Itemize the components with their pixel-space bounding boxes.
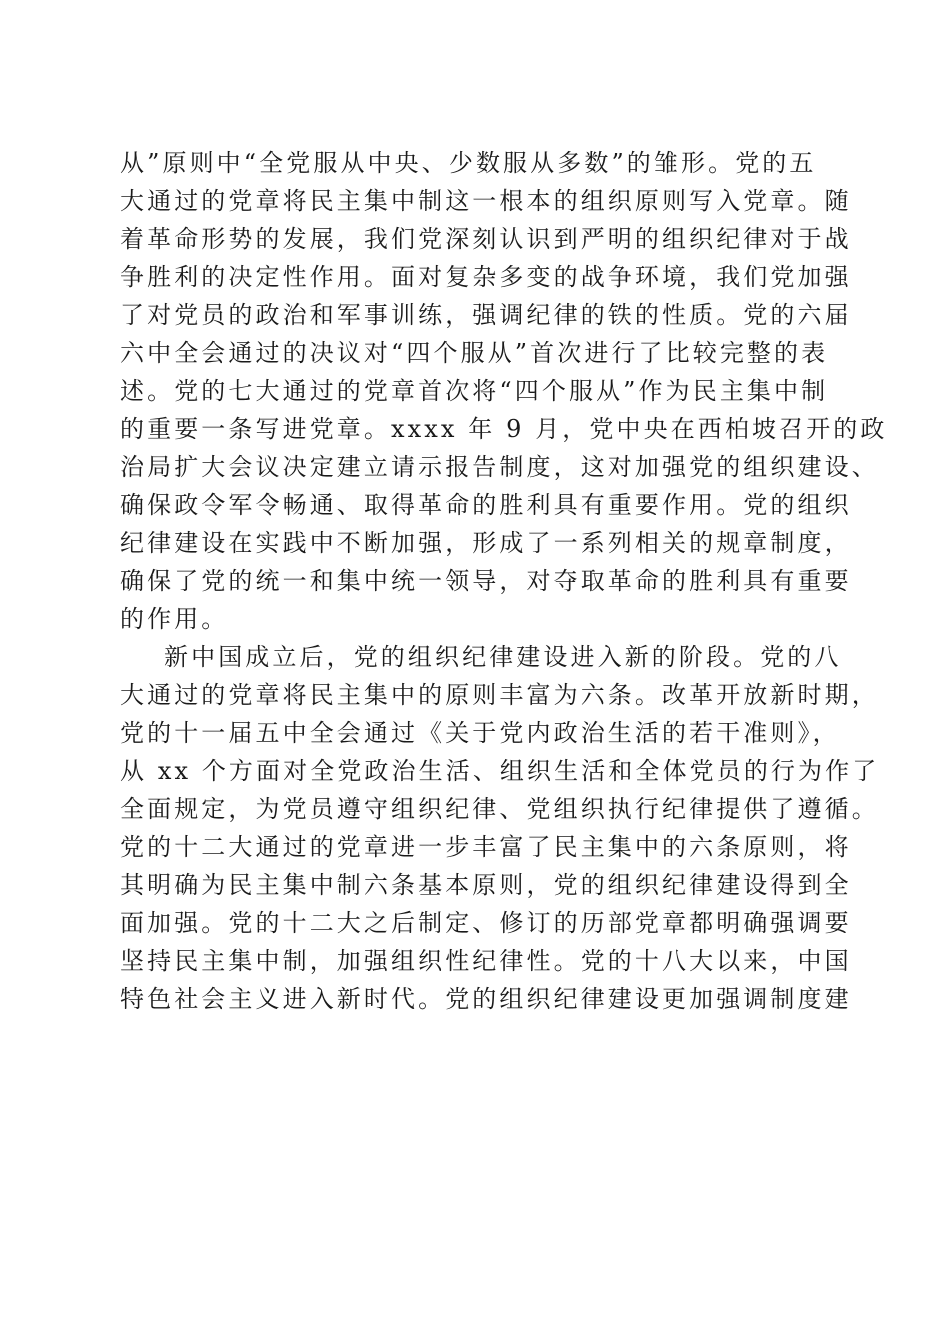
text-line: 了对党员的政治和军事训练，强调纪律的铁的性质。党的六届	[120, 301, 852, 329]
text-line: 六中全会通过的决议对“四个服从”首次进行了比较完整的表	[120, 339, 829, 367]
text-line: 争胜利的决定性作用。面对复杂多变的战争环境，我们党加强	[120, 263, 852, 291]
text-line: 从”原则中“全党服从中央、少数服从多数”的雏形。党的五	[120, 149, 817, 177]
text-line: 着革命形势的发展，我们党深刻认识到严明的组织纪律对于战	[120, 225, 852, 253]
text-line: 党的十二大通过的党章进一步丰富了民主集中的六条原则，将	[120, 833, 852, 861]
text-line: 党的十一届五中全会通过《关于党内政治生活的若干准则》，	[120, 719, 840, 747]
text-line: 纪律建设在实践中不断加强，形成了一系列相关的规章制度，	[120, 529, 852, 557]
paragraph-1	[120, 144, 888, 638]
text-line: 特色社会主义进入新时代。党的组织纪律建设更加强调制度建	[120, 985, 852, 1013]
text-line: 从 xx 个方面对全党政治生活、组织生活和全体党员的行为作了	[120, 757, 880, 785]
text-line: 大通过的党章将民主集中的原则丰富为六条。改革开放新时期，	[120, 681, 879, 709]
text-line: 面加强。党的十二大之后制定、修订的历部党章都明确强调要	[120, 909, 852, 937]
text-line: 坚持民主集中制，加强组织性纪律性。党的十八大以来，中国	[120, 947, 852, 975]
text-line: 新中国成立后，党的组织纪律建设进入新的阶段。党的八	[164, 643, 842, 671]
text-line: 全面规定，为党员遵守组织纪律、党组织执行纪律提供了遵循。	[120, 795, 879, 823]
text-line: 确保政令军令畅通、取得革命的胜利具有重要作用。党的组织	[120, 491, 852, 519]
text-line: 确保了党的统一和集中统一领导，对夺取革命的胜利具有重要	[120, 567, 852, 595]
document-body	[120, 144, 888, 1018]
text-line: 述。党的七大通过的党章首次将“四个服从”作为民主集中制	[120, 377, 829, 405]
paragraph-2	[120, 638, 880, 1018]
text-line: 的重要一条写进党章。xxxx 年 9 月，党中央在西柏坡召开的政	[120, 415, 888, 443]
text-line: 其明确为民主集中制六条基本原则，党的组织纪律建设得到全	[120, 871, 852, 899]
text-line: 治局扩大会议决定建立请示报告制度，这对加强党的组织建设、	[120, 453, 879, 481]
text-line: 的作用。	[120, 605, 229, 633]
text-line: 大通过的党章将民主集中制这一根本的组织原则写入党章。随	[120, 187, 852, 215]
